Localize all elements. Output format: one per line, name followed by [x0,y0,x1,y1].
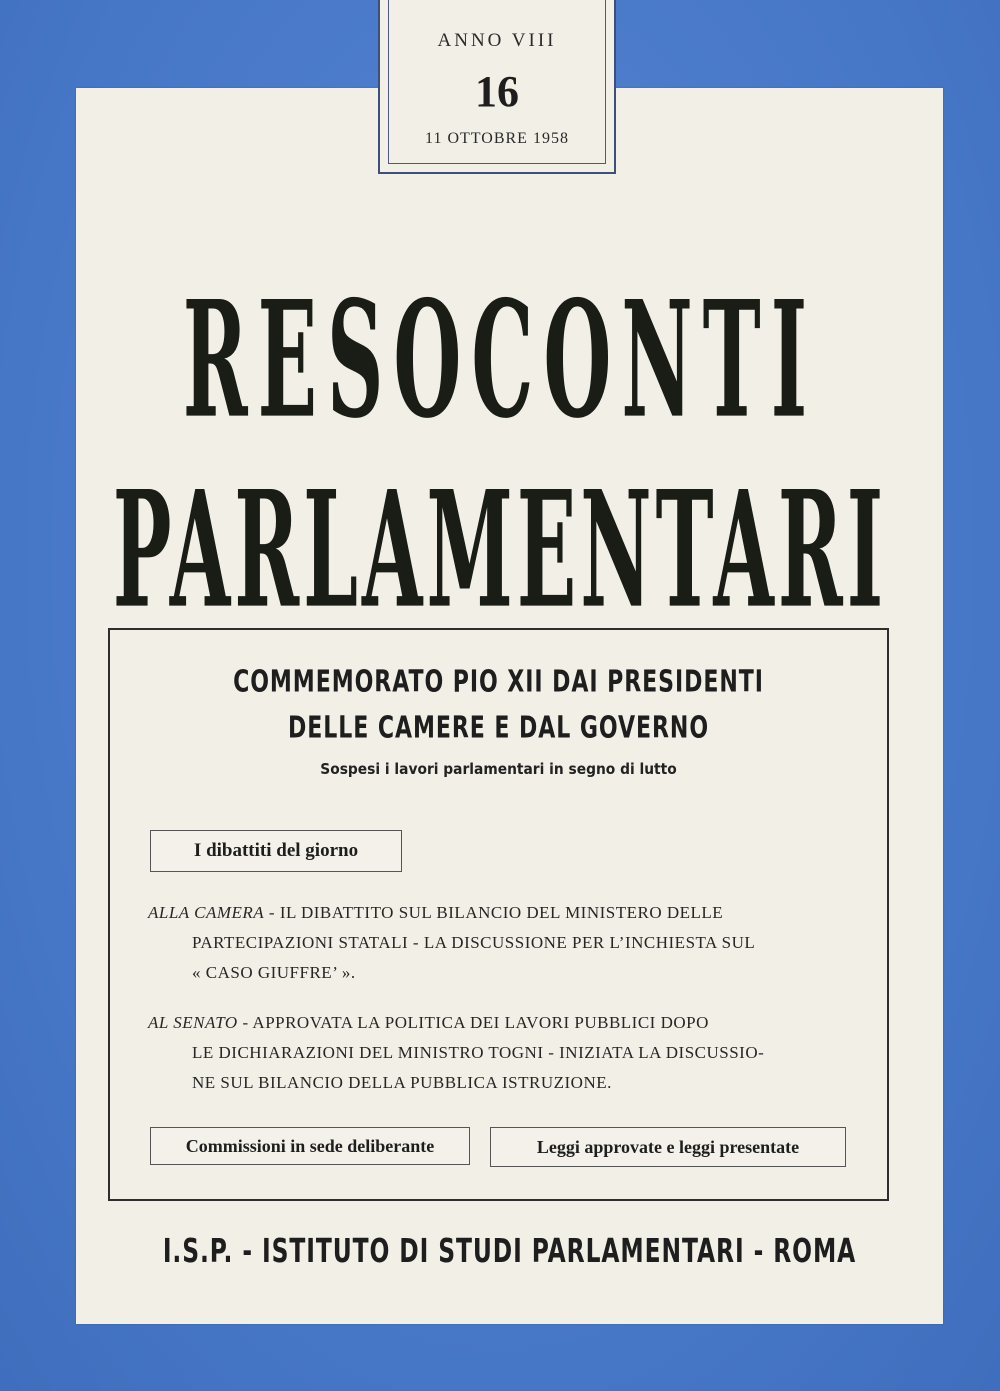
headline-line-2: DELLE CAMERE E DAL GOVERNO [287,710,710,745]
section-box-dibattiti [150,830,402,872]
section-label-commissioni: Commissioni in sede deliberante [185,1135,435,1156]
headline-subtitle: Sospesi i lavori parlamentari in segno di lutto [320,760,677,778]
section-label-leggi: Leggi approvate e leggi presentate [536,1136,800,1157]
issue-date: 11 OTTOBRE 1958 [425,130,569,147]
publisher-footer: I.S.P. - ISTITUTO DI STUDI PARLAMENTARI - ROMA [162,1233,857,1271]
senato-text-1: - APPROVATA LA POLITICA DEI LAVORI PUBBLICI DOPO [237,1013,709,1032]
camera-paragraph [148,898,848,988]
section-label-dibattiti: I dibattiti del giorno [193,840,359,861]
masthead-line-1: RESOCONTI [182,268,818,455]
senato-line-1 [148,1008,848,1038]
issue-info-box [378,0,616,174]
section-box-commissioni [150,1127,470,1165]
camera-lead: ALLA CAMERA [148,903,265,922]
headline-line-1: COMMEMORATO PIO XII DAI PRESIDENTI [233,664,764,699]
camera-line-3: « CASO GIUFFRE’ ». [192,963,356,982]
senato-lead: AL SENATO [148,1013,238,1032]
camera-text-1: - IL DIBATTITO SUL BILANCIO DEL MINISTERO DELLE [264,903,724,922]
issue-year: ANNO VIII [437,30,557,51]
camera-line-2: PARTECIPAZIONI STATALI - LA DISCUSSIONE PER L’INCHIESTA SUL [192,933,756,952]
issue-number: 16 [475,67,519,116]
senato-line-3: NE SUL BILANCIO DELLA PUBBLICA ISTRUZIONE. [192,1073,612,1092]
senato-line-2: LE DICHIARAZIONI DEL MINISTRO TOGNI - INIZIATA LA DISCUSSIO- [192,1043,765,1062]
senato-paragraph [148,1008,848,1098]
camera-line-1 [148,898,848,928]
section-box-leggi [490,1127,846,1167]
masthead-line-2: PARLAMENTARI [112,458,888,645]
